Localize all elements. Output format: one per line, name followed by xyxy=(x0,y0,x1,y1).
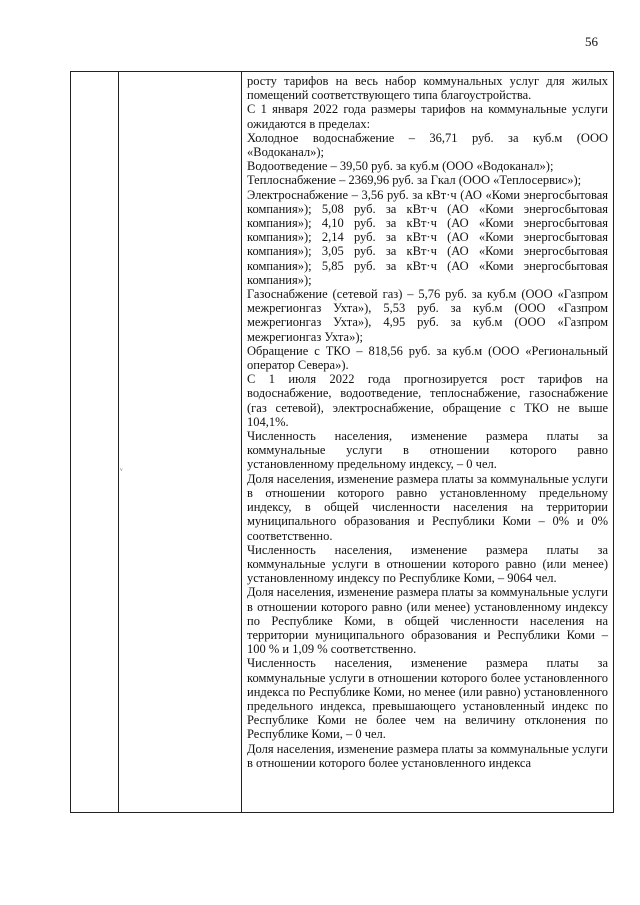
paragraph: Газоснабжение (сетевой газ) – 5,76 руб. за куб.м (ООО «Газпром межрегионгаз Ухта»), 5,53 руб. за куб.м (ООО «Газпром межрегионгаз Ухта»), 4,95 руб. за куб.м (ООО «Газпром межрегионгаз Ухта»); xyxy=(247,287,608,344)
table-row xyxy=(71,72,614,813)
paragraph: Численность населения, изменение размера платы за коммунальные услуги в отношении которого равно (или менее) установленному индексу по Республике Коми, – 9064 чел. xyxy=(247,542,608,586)
document-table xyxy=(70,71,614,813)
paragraph: С 1 января 2022 года размеры тарифов на коммунальные услуги ожидаются в пределах: xyxy=(247,102,608,131)
table-cell-text xyxy=(242,72,614,813)
paragraph: Численность населения, изменение размера платы за коммунальные услуги в отношении которого более установленного индекса по Республике Коми, но менее (или равно) установленного предельного индекса, превышающего установленный индекс по Республике Коми не более чем на величину отклонения по Республике Коми, – 0 чел. xyxy=(247,656,608,742)
paragraph: Теплоснабжение – 2369,96 руб. за Гкал (ООО «Теплосервис»); xyxy=(247,173,582,188)
table-cell-name xyxy=(119,72,242,813)
margin-mark: ᵥ xyxy=(120,462,123,472)
paragraph: Водоотведение – 39,50 руб. за куб.м (ООО «Водоканал»); xyxy=(247,159,554,174)
paragraph: Обращение с ТКО – 818,56 руб. за куб.м (ООО «Региональный оператор Севера»). xyxy=(247,343,608,373)
paragraph: Доля населения, изменение размера платы за коммунальные услуги в отношении которого более установленного индекса xyxy=(247,741,608,770)
paragraph: Электроснабжение – 3,56 руб. за кВт·ч (АО «Коми энергосбытовая компания»); 5,08 руб. за кВт·ч (АО «Коми энергосбытовая компания»); 4,10 руб. за кВт·ч (АО «Коми энергосбытовая компания»); 2,14 руб. за кВт·ч (АО «Коми энергосбытовая компания»); 3,05 руб. за кВт·ч (АО «Коми энергосбытовая компания»); 5,85 руб. за кВт·ч (АО «Коми энергосбытовая компания»); xyxy=(247,187,608,287)
paragraph: С 1 июля 2022 года прогнозируется рост тарифов на водоснабжение, водоотведение, теплоснабжение, газоснабжение (газ сетевой), электроснабжение, обращение с ТКО не выше 104,1%. xyxy=(247,372,608,429)
table-cell-number xyxy=(71,72,119,813)
paragraph: росту тарифов на весь набор коммунальных услуг для жилых помещений соответствующего типа благоустройства. xyxy=(247,74,608,103)
page-number: 56 xyxy=(585,34,598,49)
paragraph: Доля населения, изменение размера платы за коммунальные услуги в отношении которого равно установленному предельному индексу, в общей численности населения на территории муниципального образования и Республики Коми – 0% и 0% соответственно. xyxy=(247,471,608,543)
paragraph: Доля населения, изменение размера платы за коммунальные услуги в отношении которого равно (или менее) установленному индексу по Республике Коми, в общей численности населения на территории муниципального образования и Республики Коми – 100 % и 1,09 % соответственно. xyxy=(247,585,608,657)
paragraph: Численность населения, изменение размера платы за коммунальные услуги в отношении которого равно установленному предельному индексу, – 0 чел. xyxy=(247,429,608,472)
paragraph: Холодное водоснабжение – 36,71 руб. за куб.м (ООО «Водоканал»); xyxy=(247,130,608,160)
